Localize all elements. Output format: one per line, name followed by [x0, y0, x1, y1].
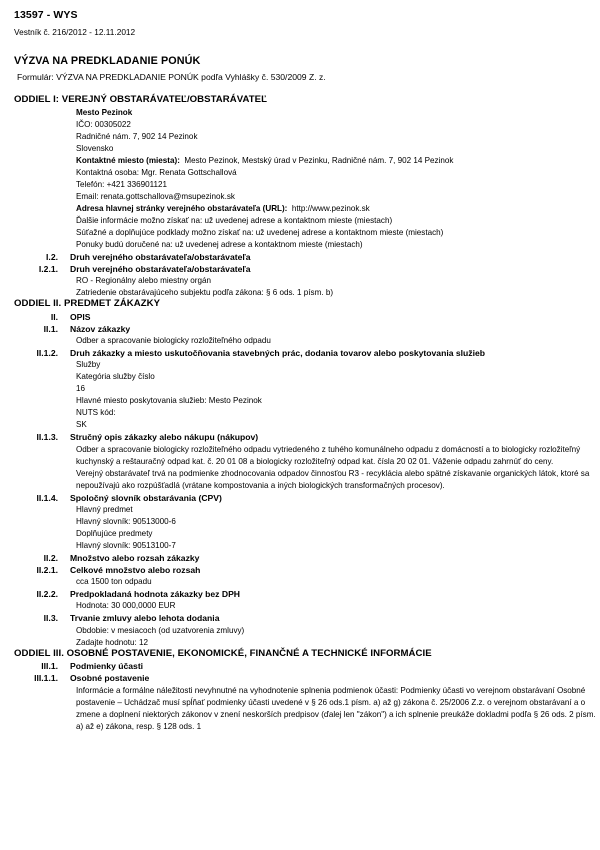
item-ii-2-2-number: II.2.2.: [36, 589, 58, 600]
authority-classification: Zatriedenie obstarávajúceho subjektu podľa zákona: § 6 ods. 1 písm. b): [76, 288, 334, 298]
item-i-2-number: I.2.: [46, 251, 58, 262]
service-category-value: 16: [76, 384, 86, 394]
item-ii-label: OPIS: [70, 311, 91, 322]
item-ii-1-4: [14, 492, 596, 504]
authority-type: RO - Regionálny alebo miestny orgán: [76, 276, 211, 286]
offers-delivery-address: Ponuky budú doručené na: už uvedenej adrese a kontaktnom mieste (miestach): [76, 239, 363, 249]
item-i-2-1: [14, 263, 596, 275]
item-ii-2-2-label: Predpokladaná hodnota zákazky bez DPH: [70, 589, 241, 600]
item-iii-1-label: Podmienky účasti: [70, 661, 144, 672]
item-iii-1-1: [14, 672, 596, 684]
item-ii-2-label: Množstvo alebo rozsah zákazky: [70, 552, 200, 563]
form-title: VÝZVA NA PREDKLADANIE PONÚK: [14, 54, 201, 67]
nuts-code-value: SK: [76, 420, 87, 430]
item-i-2: [14, 251, 596, 263]
item-ii: [14, 311, 596, 323]
item-ii-2: [14, 552, 596, 564]
item-ii-1-3-number: II.1.3.: [36, 432, 58, 443]
contact-phone: Telefón: +421 336901121: [76, 179, 167, 189]
section-heading-ii: ODDIEL II. PREDMET ZÁKAZKY: [14, 298, 161, 310]
cpv-additional-subject-label: Doplňujúce predmety: [76, 528, 153, 538]
service-category-label: Kategória služby číslo: [76, 372, 155, 382]
cpv-additional-vocabulary: Hlavný slovník: 90513100-7: [76, 540, 176, 550]
total-quantity-value: cca 1500 ton odpadu: [76, 577, 152, 587]
organisation-ico: IČO: 00305022: [76, 119, 131, 129]
organisation-name: [76, 107, 596, 119]
item-ii-2-1: [14, 564, 596, 576]
contact-place-row: [76, 155, 596, 167]
contact-person: Kontaktná osoba: Mgr. Renata Gottschallová: [76, 167, 237, 177]
brief-description-paragraph-1: Odber a spracovanie biologicky rozložiteľného odpadu vytriedeného z tuhého komunálneho odpadu z domácností a to biologicky rozložiteľný kuchynský a reštauračný odpad kat. č. 20 01 08 a biologicky rozložiteľný odpad kat. čísla 20 02 01. Váženie odpadu zahrnúť do ceny.: [76, 444, 581, 466]
document-id: 13597 - WYS: [14, 9, 78, 21]
duration-period: Obdobie: v mesiacoch (od uzatvorenia zmluvy): [76, 625, 245, 635]
estimated-value-amount: Hodnota: 30 000,0000 EUR: [76, 601, 176, 611]
nuts-code-label: NUTS kód:: [76, 408, 116, 418]
main-place-of-performance: Hlavné miesto poskytovania služieb: Mesto Pezinok: [76, 396, 262, 406]
organisation-name-text: Mesto Pezinok: [76, 107, 133, 117]
item-ii-1-3: [14, 431, 596, 443]
item-iii-1-number: III.1.: [41, 661, 58, 672]
form-subtitle: Formulár: VÝZVA NA PREDKLADANIE PONÚK podľa Vyhlášky č. 530/2009 Z. z.: [17, 71, 326, 82]
bulletin-reference: Vestník č. 216/2012 - 12.11.2012: [14, 26, 136, 37]
item-ii-2-number: II.2.: [43, 552, 58, 563]
cpv-main-vocabulary: Hlavný slovník: 90513000-6: [76, 516, 176, 526]
organisation-country: Slovensko: [76, 143, 114, 153]
item-iii-1-1-label: Osobné postavenie: [70, 673, 150, 684]
brief-description-paragraph-2: Verejný obstarávateľ trvá na podmienke zhodnocovania odpadov činnosťou R3 - recyklácia alebo spätné získavanie organických látok, ktoré sa nepoužívajú ako rozpúšťadlá (vrátane kompostovania a iných biologických transformačných procesov).: [76, 468, 590, 490]
organisation-address: Radničné nám. 7, 902 14 Pezinok: [76, 131, 198, 141]
duration-value: Zadajte hodnotu: 12: [76, 637, 149, 647]
item-ii-1-number: II.1.: [43, 323, 58, 334]
item-ii-2-2: [14, 588, 596, 600]
item-iii-1: [14, 660, 596, 672]
contact-place-value: Mesto Pezinok, Mestský úrad v Pezinku, Radničné nám. 7, 902 14 Pezinok: [184, 155, 454, 165]
item-ii-number: II.: [50, 311, 58, 322]
contact-email: Email: renata.gottschallova@msupezinok.sk: [76, 191, 235, 201]
item-ii-1-3-label: Stručný opis zákazky alebo nákupu (nákupov): [70, 432, 259, 443]
item-i-2-1-label: Druh verejného obstarávateľa/obstarávateľa: [70, 263, 251, 274]
item-ii-3: [14, 612, 596, 624]
item-ii-1-label: Názov zákazky: [70, 323, 131, 334]
personal-standing-paragraph: Informácie a formálne náležitosti nevyhnutné na vyhodnotenie splnenia podmienok účasti: Podmienky účasti vo verejnom obstarávaní Osobné postavenie – Uchádzač musí spĺňať podmienky účasti uvedené v § 26 ods.1 písm. a) až g) zákona č. 25/2006 Z.z. o verejnom obstarávaní a o zmene a doplnení niektorých zákonov v znení neskorších predpisov (ďalej len "zákon") a ich splnenie preukáže dokladmi podľa § 26 ods. 2 písm. a) až e) zákona, resp. § 128 ods. 1: [76, 685, 596, 731]
item-ii-1-2-number: II.1.2.: [36, 348, 58, 359]
item-iii-1-1-number: III.1.1.: [34, 673, 58, 684]
item-ii-1-2: [14, 347, 596, 359]
item-ii-3-number: II.3.: [43, 613, 58, 624]
item-i-2-label: Druh verejného obstarávateľa/obstarávateľa: [70, 251, 251, 262]
contact-place-label: Kontaktné miesto (miesta):: [76, 155, 180, 165]
section-heading-iii: ODDIEL III. OSOBNÉ POSTAVENIE, EKONOMICKÉ, FINANČNÉ A TECHNICKÉ INFORMÁCIE: [14, 647, 432, 659]
organisation-url-value: http://www.pezinok.sk: [291, 203, 370, 213]
item-ii-1: [14, 323, 596, 335]
item-ii-1-2-label: Druh zákazky a miesto uskutočňovania stavebných prác, dodania tovarov alebo poskytovania služieb: [70, 348, 486, 359]
organisation-url-row: [76, 203, 596, 215]
tender-documents-availability: Súťažné a doplňujúce podklady možno získať na: už uvedenej adrese a kontaktnom mieste (miestach): [76, 227, 444, 237]
section-heading-i: ODDIEL I: VEREJNÝ OBSTARÁVATEĽ/OBSTARÁVATEĽ: [14, 94, 268, 106]
item-ii-1-4-label: Spoločný slovník obstarávania (CPV): [70, 492, 222, 503]
organisation-url-label: Adresa hlavnej stránky verejného obstarávateľa (URL):: [76, 203, 288, 213]
contract-type-value: Služby: [76, 360, 101, 370]
contract-name-value: Odber a spracovanie biologicky rozložiteľného odpadu: [76, 336, 271, 346]
item-i-2-1-number: I.2.1.: [38, 263, 58, 274]
item-ii-2-1-number: II.2.1.: [36, 565, 58, 575]
item-ii-3-label: Trvanie zmluvy alebo lehota dodania: [70, 613, 220, 624]
further-information: Ďalšie informácie možno získať na: už uvedenej adrese a kontaktnom mieste (miestach): [76, 215, 393, 225]
item-ii-1-4-number: II.1.4.: [36, 492, 58, 503]
cpv-main-subject-label: Hlavný predmet: [76, 504, 133, 514]
item-ii-2-1-label: Celkové množstvo alebo rozsah: [70, 565, 201, 575]
